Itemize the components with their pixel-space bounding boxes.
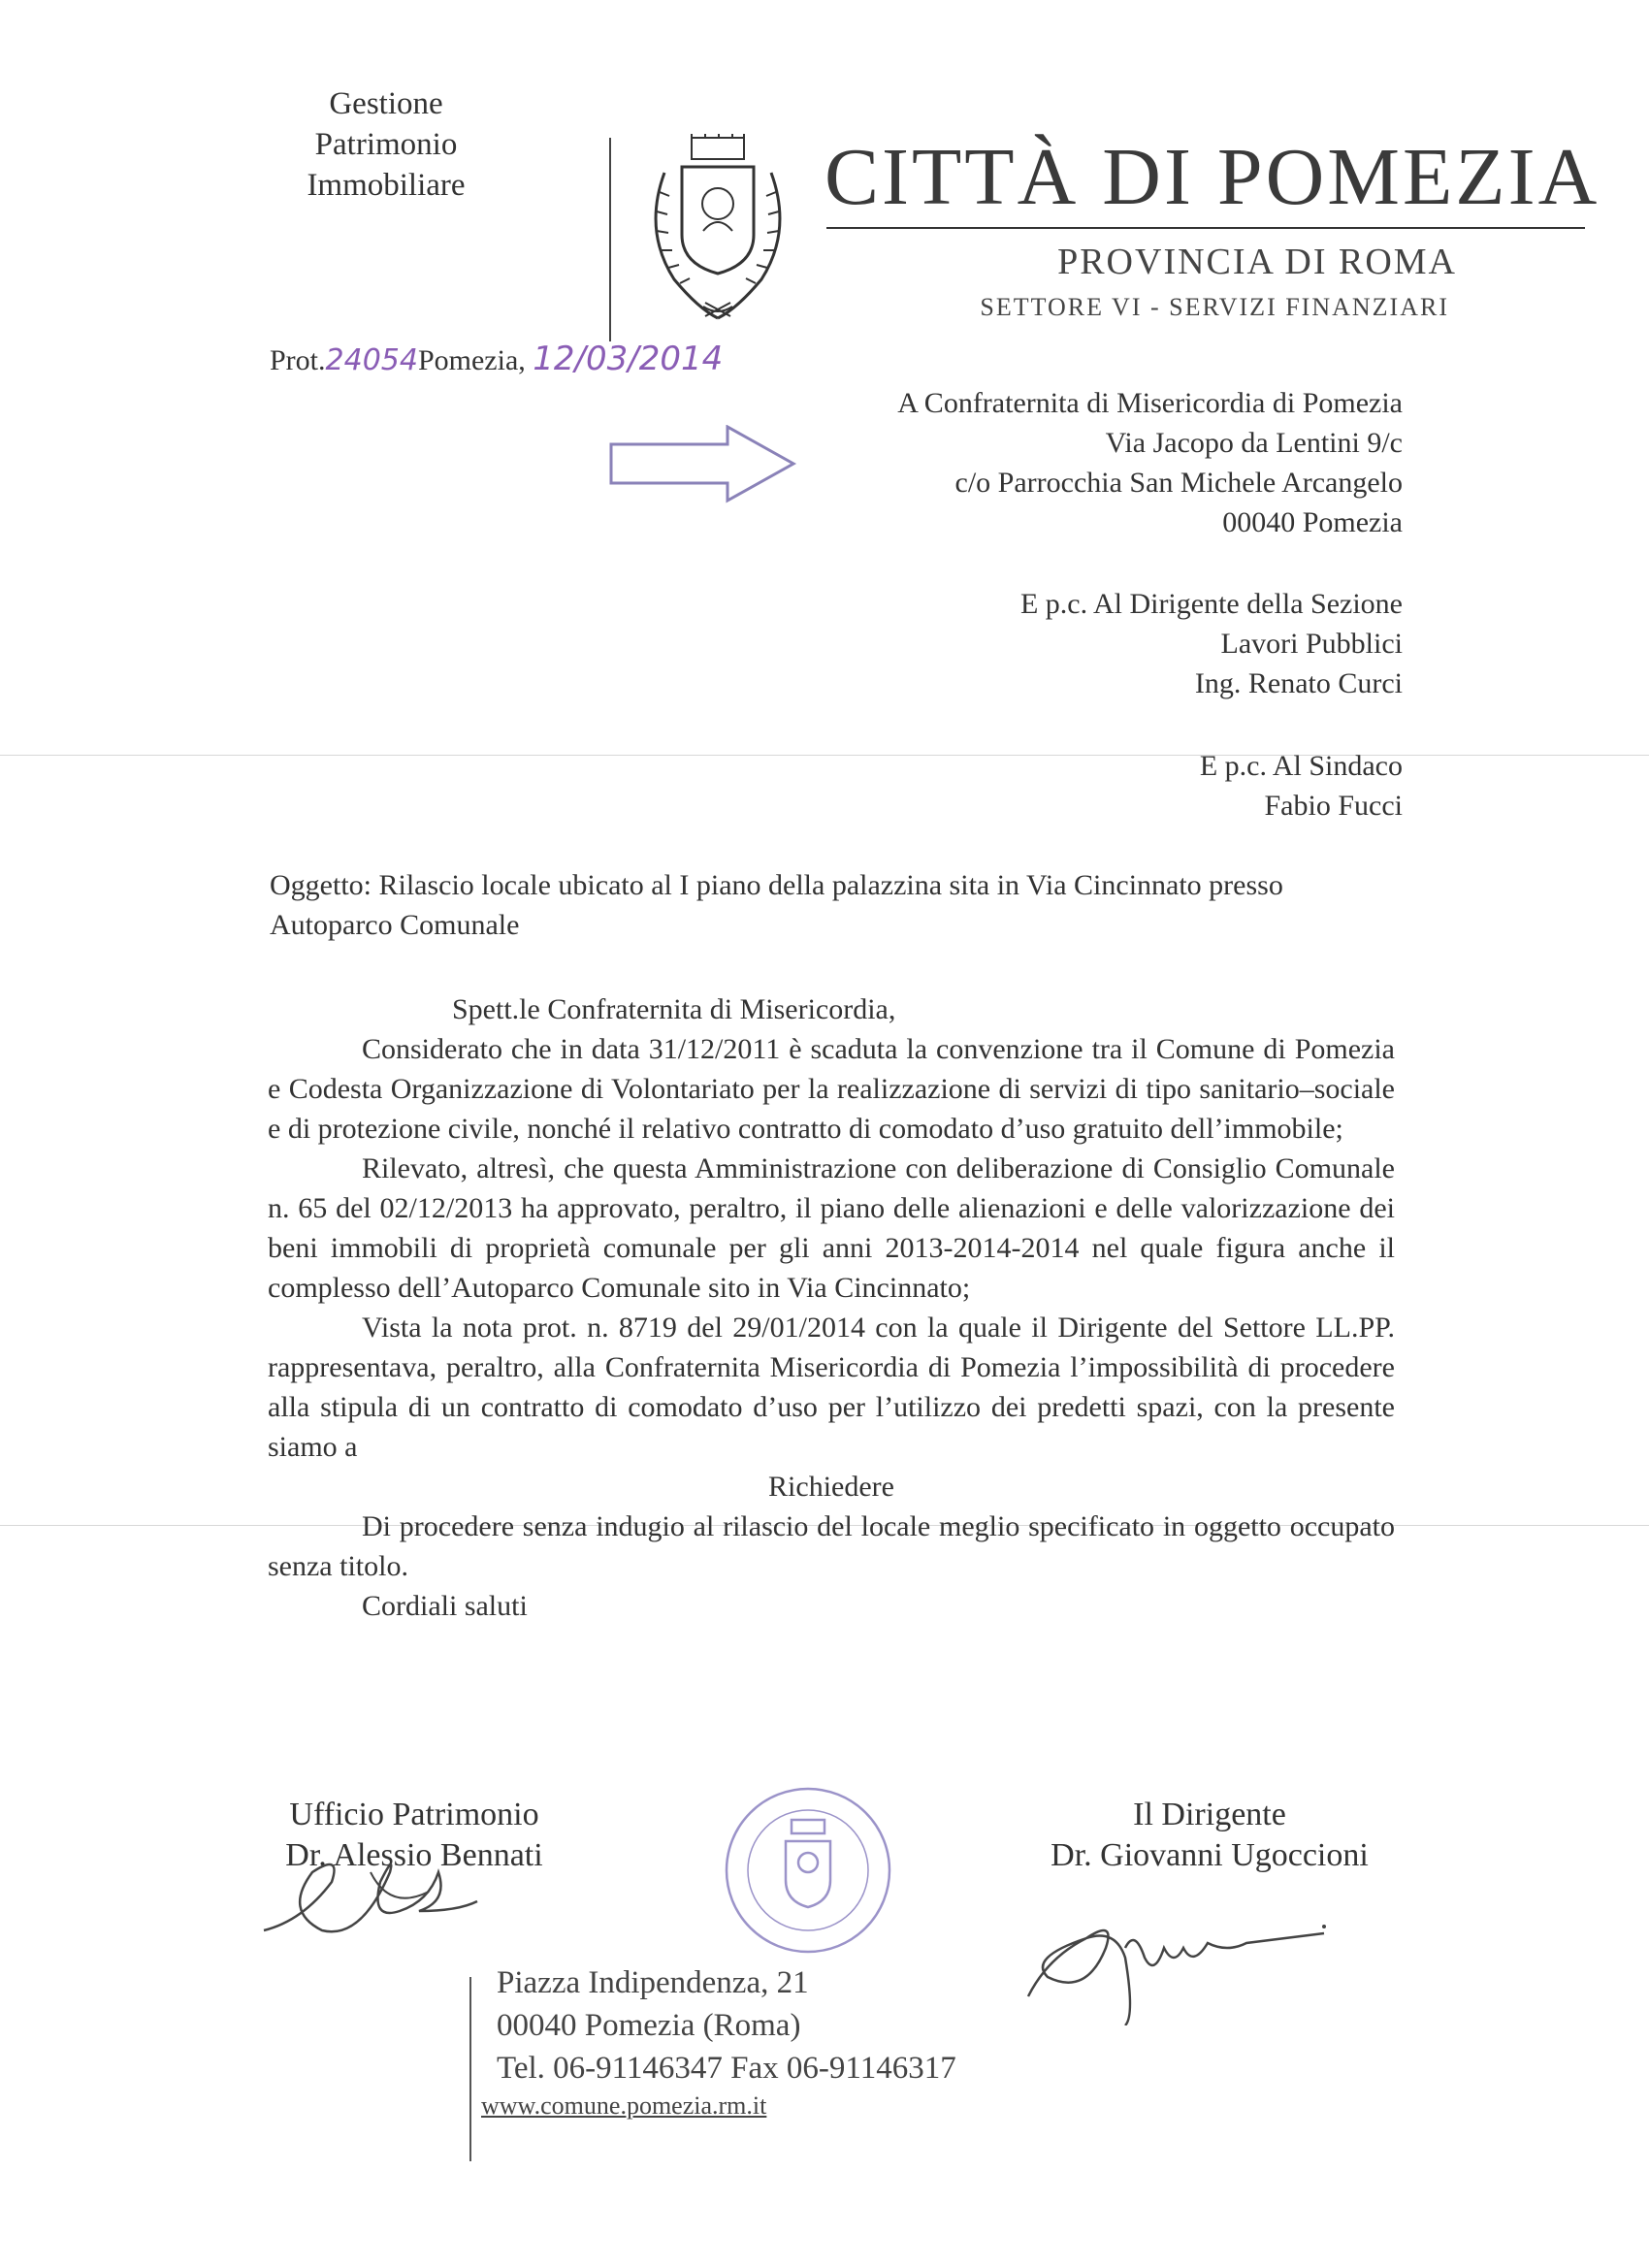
footer-address: Piazza Indipendenza, 21 [497,1965,809,2000]
protocol-date: 12/03/2014 [533,340,724,378]
body-paragraph: Di procedere senza indugio al rilascio del locale meglio specificato in oggetto occupato senza titolo. [268,1510,1395,1582]
cc-line: E p.c. Al Sindaco [1199,750,1403,782]
cc-line: E p.c. Al Dirigente della Sezione [1019,588,1403,620]
recipient-line: Via Jacopo da Lentini 9/c [1105,427,1403,459]
handwritten-signature-left [254,1843,506,1950]
signatory-name: Dr. Alessio Bennati [285,1837,543,1873]
protocol-number: 24054 [325,343,418,377]
department-line: Patrimonio [314,127,458,162]
signature-block-right [1020,1795,1399,1876]
body-paragraph: Rilevato, altresì, che questa Amministrazione con deliberazione di Consiglio Comunale n. 65 del 02/12/2013 ha approvato, peraltro, il piano delle alienazioni e delle valorizzazione dei beni immobili di proprietà comunale per gli anni 2013-2014-2014 nel quale figura anche il complesso dell’Autoparco Comunale sito in Via Cincinnato; [268,1152,1395,1304]
footer-address-block [497,1961,956,2090]
body-paragraph: Vista la nota prot. n. 8719 del 29/01/2014 con la quale il Dirigente del Settore LL.PP. rappresentava, peraltro, alla Confraternita Misericordia di Pomezia l’impossibilità di procedere alla stipula di un contratto di comodato d’uso per l’utilizzo dei predetti spazi, con la presente siamo a [268,1312,1395,1463]
department-block [260,83,512,206]
recipient-line: 00040 Pomezia [1222,506,1403,538]
cc-block-public-works [776,584,1403,703]
sector-label: SETTORE VI - SERVIZI FINANZIARI [980,293,1449,321]
signatory-title: Il Dirigente [1133,1797,1286,1832]
recipient-block [776,383,1403,542]
city-title: CITTÀ DI POMEZIA [824,132,1600,222]
cc-line: Lavori Pubblici [1220,628,1403,660]
body-paragraph: Considerato che in data 31/12/2011 è scaduta la convenzione tra il Comune di Pomezia e Codesta Organizzazione di Volontariato per la realizzazione di servizi di tipo sanitario–sociale e di protezione civile, nonché il relativo contratto di comodato d’uso gratuito dell’immobile; [268,1033,1395,1145]
title-underline [826,227,1585,229]
header-divider [609,138,611,341]
province-label: PROVINCIA DI ROMA [1057,242,1457,282]
department-line: Gestione [329,86,443,121]
footer-phone: Tel. 06-91146347 Fax 06-91146317 [497,2051,956,2086]
salutation: Spett.le Confraternita di Misericordia, [452,993,896,1025]
official-stamp-icon [716,1783,900,1958]
department-line: Immobiliare [307,168,466,203]
request-heading: Richiedere [768,1471,894,1503]
subject-line: Oggetto: Rilascio locale ubicato al I piano della palazzina sita in Via Cincinnato presso Autoparco Comunale [270,869,1283,941]
signatory-title: Ufficio Patrimonio [289,1797,539,1832]
cc-line: Ing. Renato Curci [1194,667,1403,699]
footer-divider [469,1977,471,2161]
handwritten-signature-right [1018,1890,1339,2025]
letter-body [268,989,1395,1626]
city-crest-icon [635,134,800,328]
cc-line: Fabio Fucci [1264,790,1403,822]
closing: Cordiali saluti [362,1590,528,1622]
recipient-line: c/o Parrocchia San Michele Arcangelo [954,467,1403,499]
footer-city: 00040 Pomezia (Roma) [497,2008,801,2043]
protocol-place: Pomezia, [417,344,526,376]
signatory-name: Dr. Giovanni Ugoccioni [1051,1837,1369,1873]
protocol-line [270,340,723,378]
footer-website-link[interactable]: www.comune.pomezia.rm.it [481,2091,767,2120]
protocol-prefix: Prot. [270,344,326,376]
cc-block-mayor [776,746,1403,826]
recipient-line: A Confraternita di Misericordia di Pomezia [897,387,1403,419]
